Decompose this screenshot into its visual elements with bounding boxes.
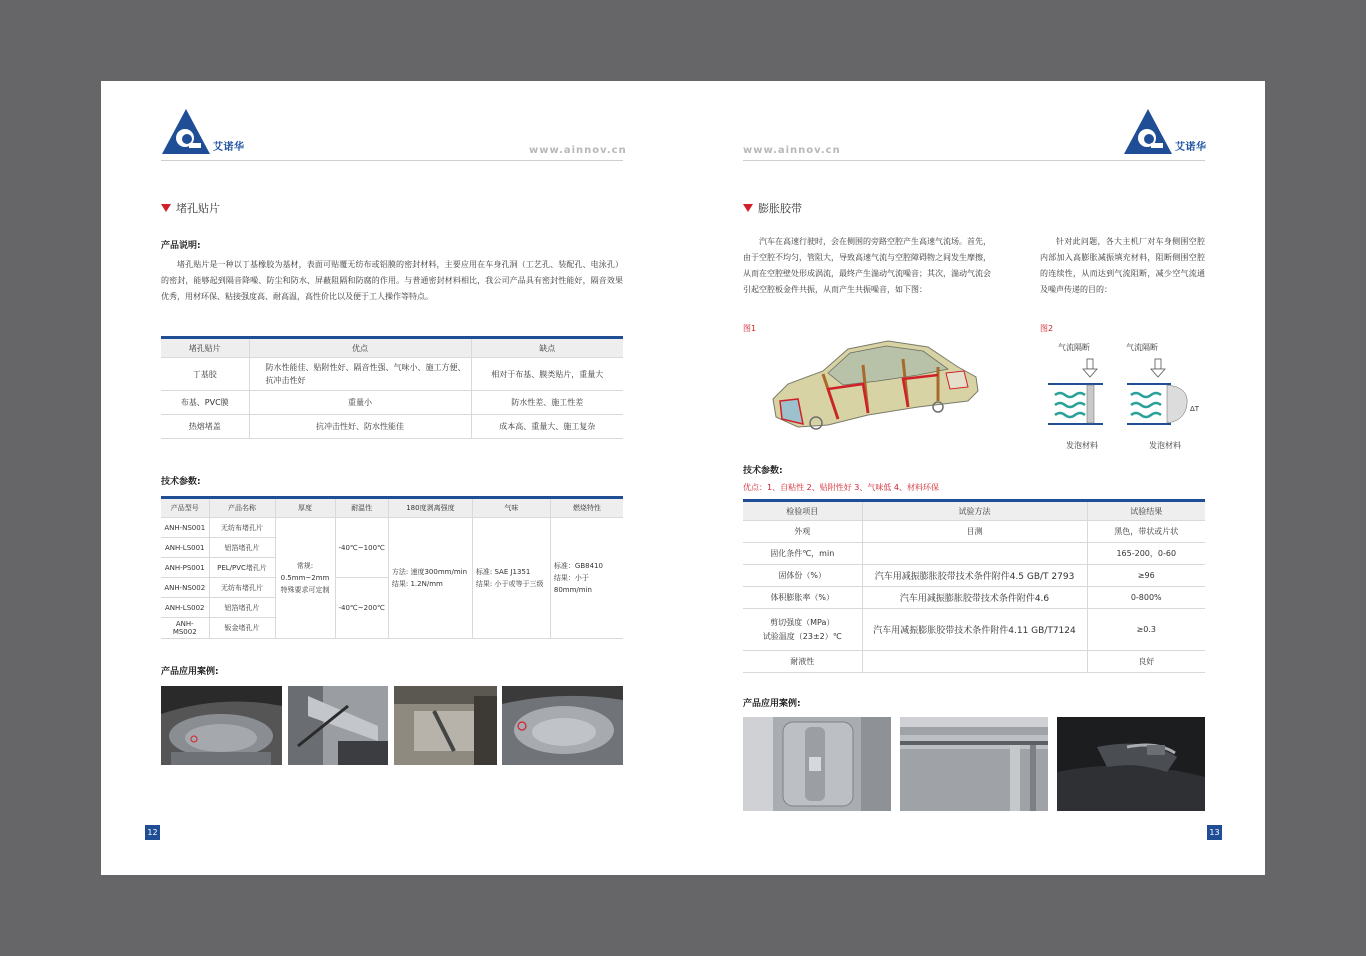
col-header: 检验项目 <box>743 501 862 521</box>
brand-logo <box>1123 107 1207 155</box>
brochure-spread <box>101 81 1265 875</box>
tech-params-label: 技术参数: <box>743 466 783 476</box>
table-cell: 汽车用减振膨胀胶带技术条件附件4.5 GB/T 2793 <box>862 565 1087 587</box>
table-row <box>161 391 623 415</box>
case-photo-3 <box>394 686 497 765</box>
col-header: 缺点 <box>471 338 623 358</box>
description-label: 产品说明: <box>161 241 201 251</box>
col-header: 产品名称 <box>209 498 275 518</box>
table-row <box>743 565 1205 587</box>
table-row <box>743 651 1205 673</box>
table-row <box>743 521 1205 543</box>
left-page <box>101 81 683 875</box>
col-header: 气味 <box>472 498 550 518</box>
table-cell: 0-800% <box>1087 587 1205 609</box>
red-triangle-icon <box>743 204 753 212</box>
case-photo-1 <box>743 717 891 811</box>
table-cell: ANH-MS002 <box>161 618 209 639</box>
right-page <box>683 81 1265 875</box>
table-cell: 体积膨胀率（%） <box>743 587 862 609</box>
logo-text: 艾诺华 <box>213 142 245 153</box>
table-cell: 成本高、重量大、施工复杂 <box>471 415 623 439</box>
website-url[interactable]: www.ainnov.cn <box>743 145 841 156</box>
table-cell: ANH-NS001 <box>161 518 209 538</box>
airflow-label-1: 气流隔断 <box>1058 343 1090 352</box>
col-header: 试验方法 <box>862 501 1087 521</box>
car-body-figure <box>768 329 983 434</box>
delta-t-label: ΔT <box>1190 405 1200 413</box>
table-cell: 165-200，0-60 <box>1087 543 1205 565</box>
table-cell: 黑色，带状或片状 <box>1087 521 1205 543</box>
table-cell: 抗冲击性好、防水性能佳 <box>249 415 471 439</box>
table-cell: 相对于布基、膜类贴片，重量大 <box>471 358 623 391</box>
table-cell: 铝箔堵孔片 <box>209 538 275 558</box>
col-header: 180度剥离强度 <box>388 498 472 518</box>
table-cell: 热熔堵盖 <box>161 415 249 439</box>
table-cell: ANH-NS002 <box>161 578 209 598</box>
table-cell: 剪切强度（MPa） 试验温度（23±2）℃ <box>743 609 862 651</box>
header-divider <box>161 160 623 161</box>
figure-1-label: 图1 <box>743 324 757 333</box>
table-cell: 丁基胶 <box>161 358 249 391</box>
col-header: 产品型号 <box>161 498 209 518</box>
table-cell: PEL/PVC堵孔片 <box>209 558 275 578</box>
table-cell: 良好 <box>1087 651 1205 673</box>
table-cell: 汽车用减振膨胀胶带技术条件附件4.6 <box>862 587 1087 609</box>
table-row <box>743 543 1205 565</box>
section-title <box>743 200 802 216</box>
table-cell: 防水性差、施工性差 <box>471 391 623 415</box>
intro-left-text <box>743 234 991 298</box>
col-header: 堵孔贴片 <box>161 338 249 358</box>
table-cell: 铝箔堵孔片 <box>209 598 275 618</box>
table-cell: 钣金堵孔片 <box>209 618 275 639</box>
section-title <box>161 200 220 216</box>
section-title-text: 膨胀胶带 <box>758 202 802 215</box>
advantages-text: 优点：1、自粘性 2、贴附性好 3、气味低 4、材料环保 <box>743 483 939 492</box>
table-cell: ANH-LS001 <box>161 538 209 558</box>
col-header: 试验结果 <box>1087 501 1205 521</box>
table-cell: 目测 <box>862 521 1087 543</box>
tech-params-table <box>161 496 623 639</box>
col-header: 优点 <box>249 338 471 358</box>
peel-strength-cell: 方法: 速度300mm/min 结果: 1.2N/mm <box>388 518 472 639</box>
airflow-label-2: 气流隔断 <box>1126 343 1158 352</box>
table-cell: 耐液性 <box>743 651 862 673</box>
table-cell: 固体份（%） <box>743 565 862 587</box>
table-row <box>161 358 623 391</box>
logo-triangle-icon <box>1123 107 1173 155</box>
table-row <box>161 518 623 538</box>
down-arrow-icon <box>1151 359 1165 377</box>
table-cell <box>862 651 1087 673</box>
page-number: 13 <box>1207 825 1222 840</box>
tech-params-label: 技术参数: <box>161 477 201 487</box>
odor-cell: 标准: SAE J1351 结果: 小于或等于三级 <box>472 518 550 639</box>
col-header: 厚度 <box>275 498 335 518</box>
cases-label: 产品应用案例: <box>743 699 801 709</box>
logo-triangle-icon <box>161 107 211 155</box>
case-photo-2 <box>900 717 1048 811</box>
foam-label-1: 发泡材料 <box>1066 441 1098 450</box>
description-paragraph: 堵孔贴片是一种以丁基橡胶为基材，表面可贴覆无纺布或铝膜的密封材料，主要应用在车身孔洞（工艺孔、装配孔、电泳孔）的密封，能够起到隔音降噪、防尘和防水、屏蔽阻隔和防腐的作用。与普通密封材料相比，我公司产品具有密封性能好，隔音效果优秀，用材环保、粘接强度高、耐高温，高性价比以及便于工人操作等特点。 <box>161 260 623 301</box>
table-cell: 外观 <box>743 521 862 543</box>
case-photo-3 <box>1057 717 1205 811</box>
red-triangle-icon <box>161 204 171 212</box>
page-number: 12 <box>145 825 160 840</box>
figure-2-label: 图2 <box>1040 324 1054 333</box>
col-header: 耐温性 <box>335 498 388 518</box>
spec-table <box>743 499 1205 673</box>
section-title-text: 堵孔贴片 <box>176 202 220 215</box>
temperature-cell: -40℃~100℃ <box>335 518 388 578</box>
table-cell: 汽车用减振膨胀胶带技术条件附件4.11 GB/T7124 <box>862 609 1087 651</box>
table-cell: 重量小 <box>249 391 471 415</box>
table-cell: 无纺布堵孔片 <box>209 578 275 598</box>
table-row <box>161 415 623 439</box>
table-cell: ANH-LS002 <box>161 598 209 618</box>
table-row <box>743 587 1205 609</box>
brand-logo <box>161 107 245 155</box>
temperature-cell: -40℃~200℃ <box>335 578 388 639</box>
table-cell: 防水性能佳、贴附性好、隔音性强、气味小、施工方便、抗冲击性好 <box>249 358 471 391</box>
table-cell: ≥96 <box>1087 565 1205 587</box>
intro-right-paragraph: 针对此问题，各大主机厂对车身侧围空腔内部加入高膨胀减振填充材料，阻断侧围空腔的连续性，从而达到气流阻断，减少空气流通及噪声传递的目的： <box>1040 237 1205 294</box>
table-cell <box>862 543 1087 565</box>
comparison-table <box>161 336 623 439</box>
description-text <box>161 257 623 305</box>
col-header: 燃烧特性 <box>550 498 623 518</box>
table-cell: ANH-PS001 <box>161 558 209 578</box>
case-photo-1 <box>161 686 282 765</box>
thickness-cell: 常规: 0.5mm~2mm 特殊要求可定制 <box>275 518 335 639</box>
table-cell: ≥0.3 <box>1087 609 1205 651</box>
case-photo-2 <box>288 686 388 765</box>
case-photo-4 <box>502 686 623 765</box>
intro-left-paragraph: 汽车在高速行驶时，会在侧围的旁路空腔产生高速气流场。首先，由于空腔不均匀，管阻大，导致高速气流与空腔障碍物之间发生摩擦，从而在空腔壁处形成涡流，最终产生湍动气流噪音；其次，湍动气流会引起空腔板金件共振，从而产生共振噪音，如下图： <box>743 237 991 294</box>
header-divider <box>743 160 1205 161</box>
table-row <box>743 609 1205 651</box>
down-arrow-icon <box>1083 359 1097 377</box>
logo-text: 艾诺华 <box>1175 142 1207 153</box>
website-url[interactable]: www.ainnov.cn <box>529 145 627 156</box>
table-cell: 无纺布堵孔片 <box>209 518 275 538</box>
cases-label: 产品应用案例: <box>161 667 219 677</box>
burn-cell: 标准：GB8410 结果：小于80mm/min <box>550 518 623 639</box>
table-cell: 固化条件℃，min <box>743 543 862 565</box>
intro-right-text <box>1040 234 1205 298</box>
airflow-diagram <box>1045 357 1205 437</box>
foam-label-2: 发泡材料 <box>1149 441 1181 450</box>
table-cell: 布基、PVC膜 <box>161 391 249 415</box>
